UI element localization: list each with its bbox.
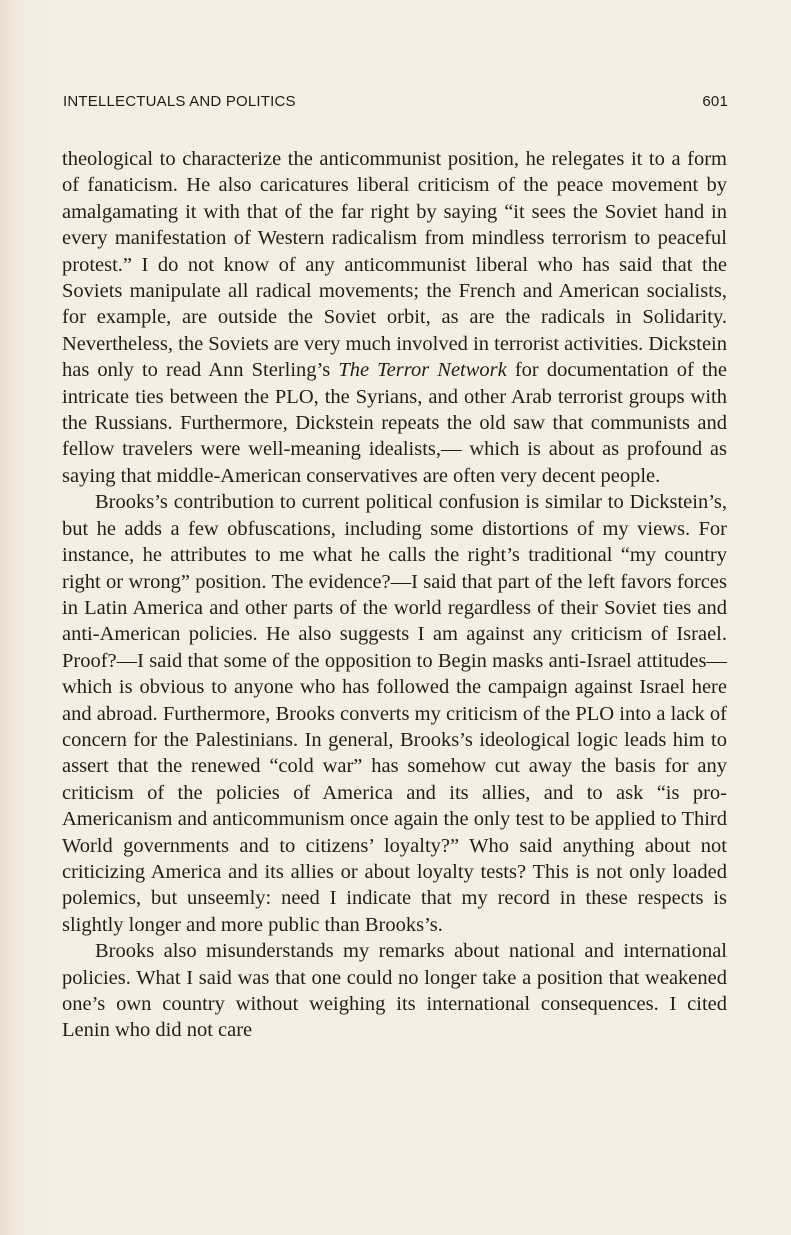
paragraph: Brooks’s contribution to current political confusion is similar to Dickstein’s, but he adds a few obfuscations, including some distortions of my views. For instance, he attributes to me what he calls the right’s traditional “my country right or wrong” position. The evidence?—I said that part of the left favors forces in Latin America and other parts of the world regardless of their Soviet ties and anti-American policies. He also suggests I am against any criticism of Israel. Proof?—I said that some of the opposition to Begin masks anti-Israel attitudes—which is obvious to anyone who has followed the campaign against Israel here and abroad. Furthermore, Brooks converts my criticism of the PLO into a lack of concern for the Palestinians. In general, Brooks’s ideological logic leads him to assert that the renewed “cold war” has somehow cut away the basis for any criticism of the policies of America and its allies, and to ask “is pro-Americanism and anticommunism once again the only test to be applied to Third World governments and to citizens’ loyalty?” Who said anything about not criticizing America and its allies or about loyalty tests? This is not only loaded polemics, but unseemly: need I indicate that my record in these respects is slightly longer and more public than Brooks’s.	[62, 491, 727, 936]
paragraph: Brooks also misunderstands my remarks about national and international policies. What I said was that one could no longer take a position that weakened one’s own country without weighing its international consequences. I cited Lenin who did not care	[62, 940, 727, 1042]
running-head-title: INTELLECTUALS AND POLITICS	[63, 93, 296, 110]
paragraph-text: theological to characterize the anticommunist position, he relegates it to a form of fanaticism. He also caricatures liberal criticism of the peace movement by amalgamating it with that of the far right by saying “it sees the Soviet hand in every manifestation of Western radicalism from mindless terrorism to peaceful protest.” I do not know of any anticommunist liberal who has said that the Soviets manipulate all radical movements; the French and American socialists, for example, are outside the Soviet orbit, as are the radicals in Solidarity. Nevertheless, the Soviets are very much involved in terrorist activities. Dickstein has only to read Ann Sterling’s	[62, 148, 727, 382]
paragraph	[62, 146, 727, 489]
book-title-italic: The Terror Network	[338, 359, 507, 382]
page-number: 601	[702, 93, 728, 110]
paragraph-text: for documentation of the intricate ties between the PLO, the Syrians, and other Arab terrorist groups with the Russians. Furthermore, Dickstein repeats the old saw that communists and fellow travelers were well-meaning idealists,— which is about as profound as saying that middle-American conservatives are often very decent people.	[62, 359, 727, 487]
running-head	[63, 93, 728, 113]
body-text	[62, 146, 727, 1044]
